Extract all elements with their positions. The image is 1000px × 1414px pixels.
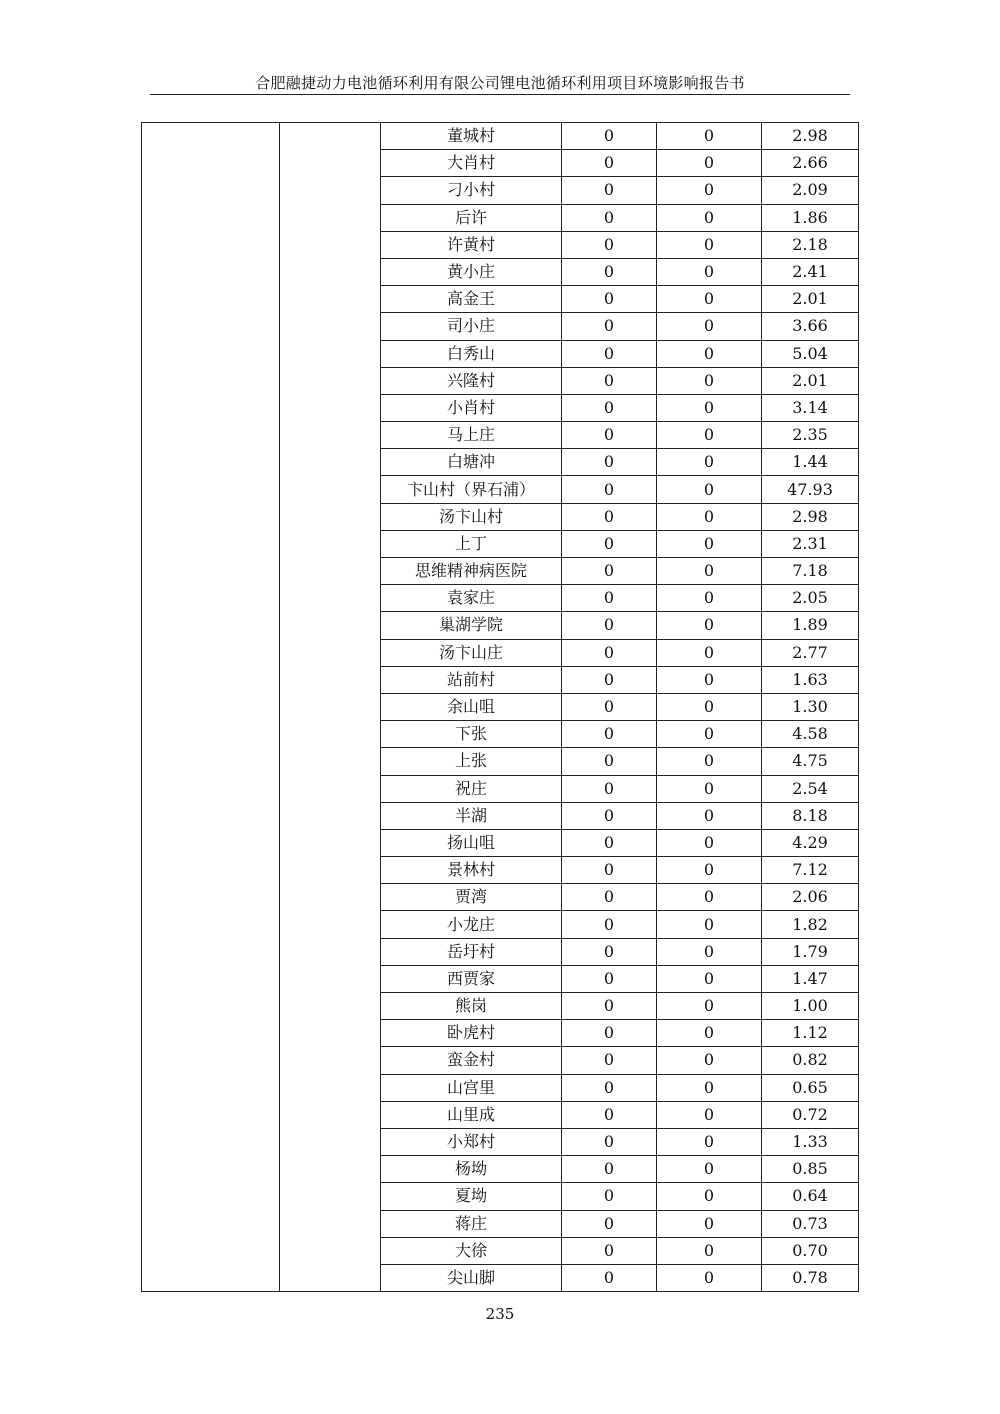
value-cell-c: 0.82 <box>762 1047 859 1074</box>
value-cell-b: 0 <box>657 1128 762 1155</box>
value-cell-b: 0 <box>657 422 762 449</box>
value-cell-a: 0 <box>562 367 657 394</box>
value-cell-c: 2.35 <box>762 422 859 449</box>
value-cell-c: 1.30 <box>762 693 859 720</box>
value-cell-b: 0 <box>657 1210 762 1237</box>
value-cell-a: 0 <box>562 177 657 204</box>
value-cell-a: 0 <box>562 857 657 884</box>
value-cell-b: 0 <box>657 1074 762 1101</box>
value-cell-c: 2.06 <box>762 884 859 911</box>
value-cell-b: 0 <box>657 286 762 313</box>
value-cell-b: 0 <box>657 340 762 367</box>
location-name-cell: 小郑村 <box>381 1128 562 1155</box>
value-cell-b: 0 <box>657 530 762 557</box>
value-cell-b: 0 <box>657 558 762 585</box>
location-name-cell: 上丁 <box>381 530 562 557</box>
value-cell-c: 0.78 <box>762 1264 859 1291</box>
value-cell-c: 2.01 <box>762 286 859 313</box>
value-cell-a: 0 <box>562 449 657 476</box>
location-name-cell: 卞山村（界石浦） <box>381 476 562 503</box>
table-row <box>142 123 859 150</box>
value-cell-c: 0.64 <box>762 1183 859 1210</box>
location-name-cell: 熊岗 <box>381 993 562 1020</box>
value-cell-c: 1.44 <box>762 449 859 476</box>
value-cell-b: 0 <box>657 476 762 503</box>
value-cell-c: 1.00 <box>762 993 859 1020</box>
value-cell-a: 0 <box>562 965 657 992</box>
value-cell-b: 0 <box>657 993 762 1020</box>
value-cell-b: 0 <box>657 829 762 856</box>
value-cell-a: 0 <box>562 1183 657 1210</box>
value-cell-c: 4.75 <box>762 748 859 775</box>
value-cell-a: 0 <box>562 775 657 802</box>
value-cell-a: 0 <box>562 993 657 1020</box>
report-header-title: 合肥融捷动力电池循环利用有限公司锂电池循环利用项目环境影响报告书 <box>255 74 745 92</box>
value-cell-b: 0 <box>657 884 762 911</box>
value-cell-c: 1.63 <box>762 666 859 693</box>
value-cell-a: 0 <box>562 1156 657 1183</box>
value-cell-a: 0 <box>562 313 657 340</box>
value-cell-a: 0 <box>562 503 657 530</box>
location-name-cell: 白塘冲 <box>381 449 562 476</box>
value-cell-b: 0 <box>657 231 762 258</box>
value-cell-c: 0.73 <box>762 1210 859 1237</box>
table-body <box>142 123 859 1292</box>
value-cell-a: 0 <box>562 911 657 938</box>
location-name-cell: 半湖 <box>381 802 562 829</box>
location-name-cell: 扬山咀 <box>381 829 562 856</box>
location-name-cell: 马上庄 <box>381 422 562 449</box>
location-name-cell: 小龙庄 <box>381 911 562 938</box>
value-cell-a: 0 <box>562 585 657 612</box>
location-name-cell: 高金王 <box>381 286 562 313</box>
value-cell-b: 0 <box>657 313 762 340</box>
value-cell-c: 1.47 <box>762 965 859 992</box>
value-cell-c: 2.05 <box>762 585 859 612</box>
value-cell-a: 0 <box>562 231 657 258</box>
value-cell-c: 47.93 <box>762 476 859 503</box>
value-cell-a: 0 <box>562 1074 657 1101</box>
value-cell-c: 5.04 <box>762 340 859 367</box>
value-cell-b: 0 <box>657 258 762 285</box>
value-cell-b: 0 <box>657 748 762 775</box>
value-cell-a: 0 <box>562 1237 657 1264</box>
location-name-cell: 思维精神病医院 <box>381 558 562 585</box>
value-cell-b: 0 <box>657 123 762 150</box>
value-cell-a: 0 <box>562 1020 657 1047</box>
value-cell-b: 0 <box>657 1047 762 1074</box>
value-cell-c: 1.79 <box>762 938 859 965</box>
value-cell-b: 0 <box>657 150 762 177</box>
value-cell-b: 0 <box>657 204 762 231</box>
value-cell-a: 0 <box>562 123 657 150</box>
value-cell-a: 0 <box>562 884 657 911</box>
value-cell-c: 1.33 <box>762 1128 859 1155</box>
value-cell-c: 7.18 <box>762 558 859 585</box>
location-name-cell: 许黄村 <box>381 231 562 258</box>
value-cell-b: 0 <box>657 177 762 204</box>
value-cell-b: 0 <box>657 965 762 992</box>
value-cell-b: 0 <box>657 639 762 666</box>
value-cell-a: 0 <box>562 612 657 639</box>
location-name-cell: 景林村 <box>381 857 562 884</box>
data-table <box>141 122 859 1292</box>
value-cell-b: 0 <box>657 367 762 394</box>
value-cell-b: 0 <box>657 857 762 884</box>
location-name-cell: 司小庄 <box>381 313 562 340</box>
value-cell-c: 0.65 <box>762 1074 859 1101</box>
value-cell-c: 8.18 <box>762 802 859 829</box>
location-name-cell: 蛮金村 <box>381 1047 562 1074</box>
location-name-cell: 西贾家 <box>381 965 562 992</box>
location-name-cell: 山宫里 <box>381 1074 562 1101</box>
location-name-cell: 大徐 <box>381 1237 562 1264</box>
value-cell-a: 0 <box>562 721 657 748</box>
value-cell-a: 0 <box>562 204 657 231</box>
value-cell-c: 4.29 <box>762 829 859 856</box>
location-name-cell: 下张 <box>381 721 562 748</box>
value-cell-c: 2.98 <box>762 123 859 150</box>
value-cell-b: 0 <box>657 1264 762 1291</box>
value-cell-c: 0.72 <box>762 1101 859 1128</box>
merged-blank-cell-1 <box>142 123 280 1292</box>
value-cell-b: 0 <box>657 503 762 530</box>
location-name-cell: 杨坳 <box>381 1156 562 1183</box>
location-name-cell: 后许 <box>381 204 562 231</box>
value-cell-b: 0 <box>657 449 762 476</box>
value-cell-a: 0 <box>562 693 657 720</box>
location-name-cell: 黄小庄 <box>381 258 562 285</box>
location-name-cell: 蒋庄 <box>381 1210 562 1237</box>
location-name-cell: 刁小村 <box>381 177 562 204</box>
value-cell-c: 2.01 <box>762 367 859 394</box>
value-cell-c: 0.85 <box>762 1156 859 1183</box>
value-cell-a: 0 <box>562 748 657 775</box>
value-cell-a: 0 <box>562 558 657 585</box>
location-name-cell: 汤卞山村 <box>381 503 562 530</box>
value-cell-a: 0 <box>562 1210 657 1237</box>
location-name-cell: 巢湖学院 <box>381 612 562 639</box>
value-cell-b: 0 <box>657 911 762 938</box>
location-name-cell: 上张 <box>381 748 562 775</box>
value-cell-b: 0 <box>657 666 762 693</box>
value-cell-a: 0 <box>562 340 657 367</box>
location-name-cell: 汤卞山庄 <box>381 639 562 666</box>
value-cell-b: 0 <box>657 1101 762 1128</box>
location-name-cell: 董城村 <box>381 123 562 150</box>
location-name-cell: 白秀山 <box>381 340 562 367</box>
location-name-cell: 山里成 <box>381 1101 562 1128</box>
location-name-cell: 余山咀 <box>381 693 562 720</box>
value-cell-c: 4.58 <box>762 721 859 748</box>
location-name-cell: 祝庄 <box>381 775 562 802</box>
value-cell-b: 0 <box>657 721 762 748</box>
value-cell-c: 7.12 <box>762 857 859 884</box>
value-cell-c: 1.12 <box>762 1020 859 1047</box>
value-cell-a: 0 <box>562 1128 657 1155</box>
location-name-cell: 夏坳 <box>381 1183 562 1210</box>
value-cell-a: 0 <box>562 258 657 285</box>
location-name-cell: 贾湾 <box>381 884 562 911</box>
value-cell-b: 0 <box>657 1237 762 1264</box>
value-cell-b: 0 <box>657 394 762 421</box>
value-cell-c: 3.14 <box>762 394 859 421</box>
value-cell-a: 0 <box>562 666 657 693</box>
value-cell-b: 0 <box>657 775 762 802</box>
value-cell-c: 2.18 <box>762 231 859 258</box>
location-name-cell: 卧虎村 <box>381 1020 562 1047</box>
location-name-cell: 袁家庄 <box>381 585 562 612</box>
value-cell-a: 0 <box>562 476 657 503</box>
value-cell-a: 0 <box>562 1047 657 1074</box>
location-name-cell: 站前村 <box>381 666 562 693</box>
value-cell-b: 0 <box>657 1156 762 1183</box>
value-cell-b: 0 <box>657 938 762 965</box>
value-cell-a: 0 <box>562 150 657 177</box>
value-cell-c: 1.86 <box>762 204 859 231</box>
value-cell-a: 0 <box>562 394 657 421</box>
value-cell-c: 2.41 <box>762 258 859 285</box>
value-cell-c: 1.89 <box>762 612 859 639</box>
value-cell-b: 0 <box>657 585 762 612</box>
location-name-cell: 小肖村 <box>381 394 562 421</box>
value-cell-c: 2.98 <box>762 503 859 530</box>
value-cell-a: 0 <box>562 639 657 666</box>
page-number: 235 <box>485 1305 515 1323</box>
value-cell-c: 2.54 <box>762 775 859 802</box>
value-cell-a: 0 <box>562 286 657 313</box>
value-cell-b: 0 <box>657 802 762 829</box>
value-cell-b: 0 <box>657 612 762 639</box>
value-cell-a: 0 <box>562 530 657 557</box>
value-cell-c: 1.82 <box>762 911 859 938</box>
value-cell-a: 0 <box>562 938 657 965</box>
value-cell-c: 0.70 <box>762 1237 859 1264</box>
value-cell-c: 3.66 <box>762 313 859 340</box>
value-cell-c: 2.77 <box>762 639 859 666</box>
value-cell-a: 0 <box>562 802 657 829</box>
header-divider <box>150 94 850 95</box>
value-cell-c: 2.66 <box>762 150 859 177</box>
value-cell-a: 0 <box>562 1101 657 1128</box>
location-name-cell: 尖山脚 <box>381 1264 562 1291</box>
value-cell-c: 2.31 <box>762 530 859 557</box>
location-name-cell: 岳圩村 <box>381 938 562 965</box>
value-cell-b: 0 <box>657 693 762 720</box>
value-cell-b: 0 <box>657 1183 762 1210</box>
value-cell-a: 0 <box>562 829 657 856</box>
value-cell-b: 0 <box>657 1020 762 1047</box>
location-name-cell: 大肖村 <box>381 150 562 177</box>
value-cell-a: 0 <box>562 1264 657 1291</box>
location-name-cell: 兴隆村 <box>381 367 562 394</box>
merged-blank-cell-2 <box>280 123 381 1292</box>
value-cell-a: 0 <box>562 422 657 449</box>
value-cell-c: 2.09 <box>762 177 859 204</box>
